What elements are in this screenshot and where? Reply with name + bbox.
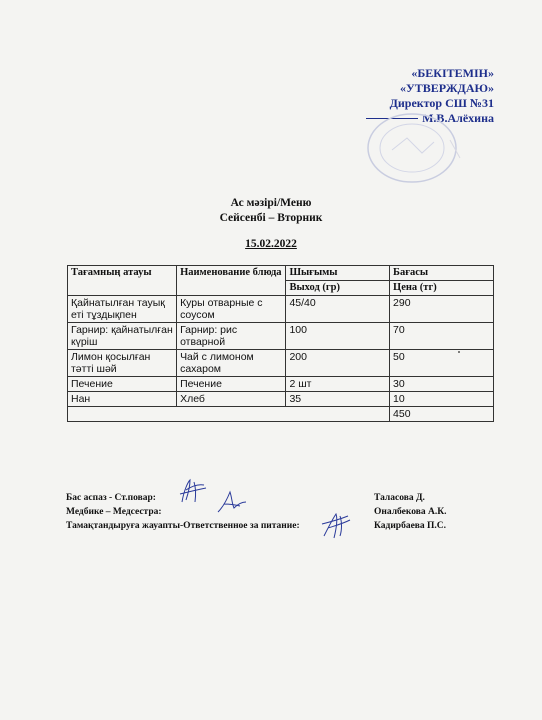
menu-date: 15.02.2022 [245, 238, 297, 250]
cell-price: 10 [390, 392, 494, 407]
table-row [68, 350, 494, 377]
cell-ru: Гарнир: рис отварной [177, 323, 286, 350]
cell-price: 290 [390, 296, 494, 323]
paper-mark [448, 138, 464, 162]
table-header-row [68, 266, 494, 281]
menu-day: Сейсенбі – Вторник [219, 212, 323, 224]
responsible-signature [318, 508, 354, 542]
approval-director-name: М.В.Алёхина [422, 111, 494, 125]
menu-table [67, 265, 494, 422]
faint-stamp [362, 108, 462, 186]
nurse-name: Оналбекова А.К. [374, 507, 447, 517]
total-spacer [68, 407, 390, 422]
table-row [68, 392, 494, 407]
responsible-role: Тамақтандыруға жауапты-Ответственное за питание: [66, 521, 300, 531]
nurse-signature [214, 486, 250, 516]
header-yield-ru: Выход (гр) [286, 281, 390, 296]
nurse-role: Медбике – Медсестра: [66, 507, 162, 517]
cell-yield: 100 [286, 323, 390, 350]
cell-ru: Хлеб [177, 392, 286, 407]
cell-price: 50 [390, 350, 494, 377]
header-yield-kz: Шығымы [286, 266, 390, 281]
table-row [68, 377, 494, 392]
cell-total: 450 [390, 407, 494, 422]
table-total-row [68, 407, 494, 422]
cook-signature [176, 476, 210, 506]
cell-ru: Печение [177, 377, 286, 392]
cell-kz: Гарнир: қайнатылған күріш [68, 323, 177, 350]
cell-kz: Печение [68, 377, 177, 392]
ink-speck [457, 350, 461, 354]
approval-ru: «УТВЕРЖДАЮ» [399, 81, 494, 95]
responsible-name: Кадирбаева П.С. [374, 521, 447, 531]
cell-price: 30 [390, 377, 494, 392]
cell-price: 70 [390, 323, 494, 350]
cell-yield: 2 шт [286, 377, 390, 392]
cell-ru: Чай с лимоном сахаром [177, 350, 286, 377]
cell-kz: Нан [68, 392, 177, 407]
cell-yield: 200 [286, 350, 390, 377]
cook-name: Таласова Д. [374, 493, 425, 503]
cook-role: Бас аспаз - Ст.повар: [66, 493, 156, 503]
header-ru-name: Наименование блюда [177, 266, 286, 296]
cell-ru: Куры отварные с соусом [177, 296, 286, 323]
table-row [68, 323, 494, 350]
cell-yield: 45/40 [286, 296, 390, 323]
header-kz-name: Тағамның атауы [68, 266, 177, 296]
approval-director: Директор СШ №31 [389, 96, 494, 110]
menu-title: Ас мәзірі/Меню [230, 197, 312, 209]
cell-kz: Лимон қосылған тәтті шәй [68, 350, 177, 377]
approval-kz: «БЕКІТЕМІН» [411, 66, 494, 80]
header-price-ru: Цена (тг) [390, 281, 494, 296]
header-price-kz: Бағасы [390, 266, 494, 281]
table-row [68, 296, 494, 323]
cell-kz: Қайнатылған тауық еті тұздықпен [68, 296, 177, 323]
cell-yield: 35 [286, 392, 390, 407]
